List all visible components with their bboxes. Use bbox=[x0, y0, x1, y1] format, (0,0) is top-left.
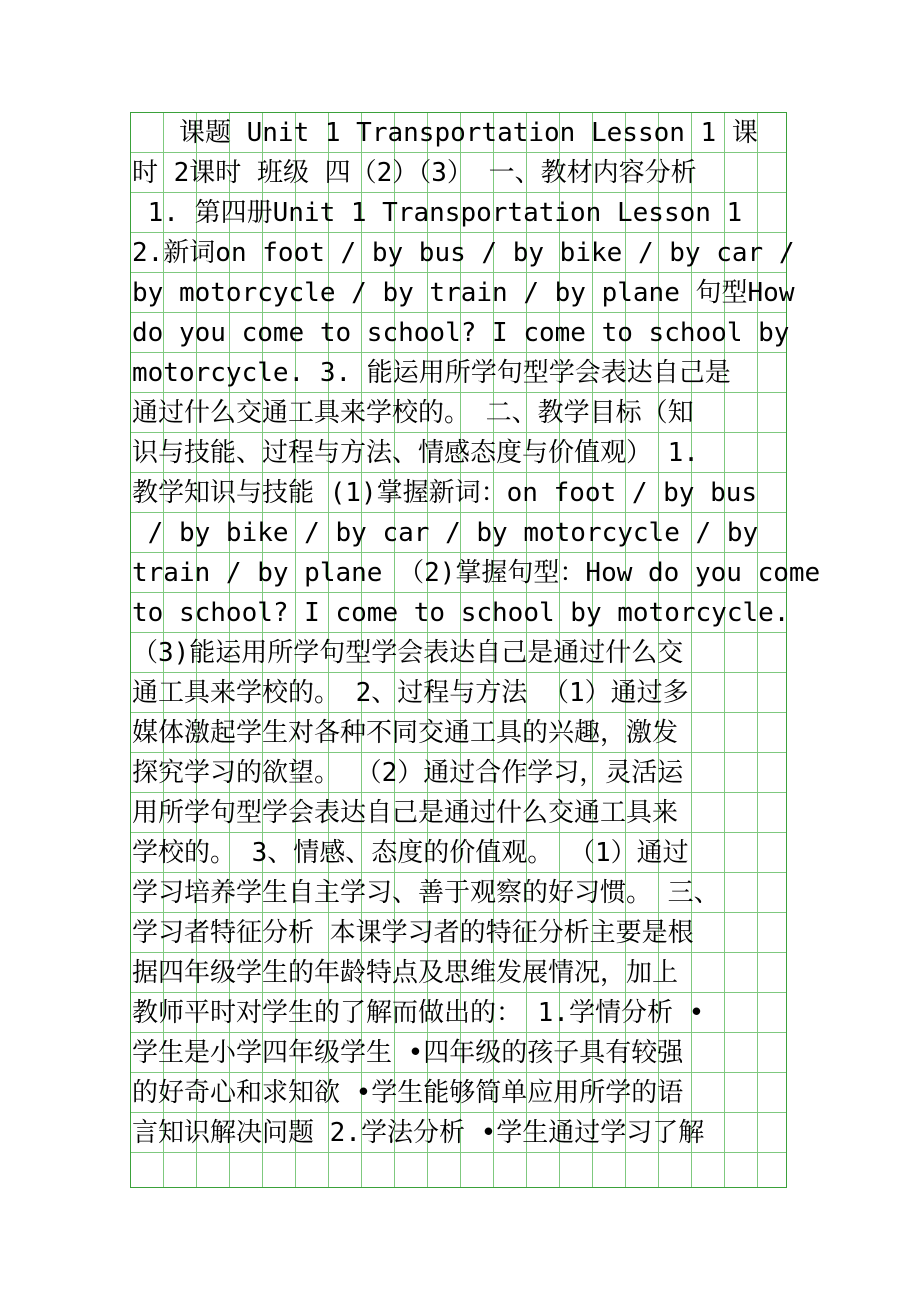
text-line: / by bike / by car / by motorcycle / by bbox=[132, 518, 759, 548]
text-line: 学习者特征分析 本课学习者的特征分析主要是根 bbox=[132, 918, 694, 948]
text-line: do you come to school? I come to school by bbox=[132, 318, 790, 348]
text-line: 通过什么交通工具来学校的。 二、教学目标（知 bbox=[132, 398, 694, 428]
text-line: motorcycle. 3. 能运用所学句型学会表达自己是 bbox=[132, 358, 731, 388]
text-line: （3)能运用所学句型学会表达自己是通过什么交 bbox=[132, 638, 684, 668]
text-line: 教师平时对学生的了解而做出的： 1.学情分析 • bbox=[132, 998, 705, 1028]
text-line: 的好奇心和求知欲 •学生能够简单应用所学的语 bbox=[132, 1078, 684, 1108]
text-line: 言知识解决问题 2.学法分析 •学生通过学习了解 bbox=[132, 1118, 705, 1148]
text-line: 2.新词on foot / by bus / by bike / by car / bbox=[132, 238, 795, 268]
text-line: 时 2课时 班级 四（2）（3） 一、教材内容分析 bbox=[132, 158, 697, 188]
text-line: 识与技能、过程与方法、情感态度与价值观） 1. bbox=[132, 438, 699, 468]
text-line: 课题 Unit 1 Transportation Lesson 1 课 bbox=[132, 118, 758, 148]
text-line: 学生是小学四年级学生 •四年级的孩子具有较强 bbox=[132, 1038, 684, 1068]
text-line: 教学知识与技能 (1)掌握新词：on foot / by bus bbox=[132, 478, 758, 508]
text-line: 学习培养学生自主学习、善于观察的好习惯。 三、 bbox=[132, 878, 720, 908]
text-line: 用所学句型学会表达自己是通过什么交通工具来 bbox=[132, 798, 679, 828]
text-line: by motorcycle / by train / by plane 句型How bbox=[132, 278, 795, 308]
text-line: 媒体激起学生对各种不同交通工具的兴趣，激发 bbox=[132, 718, 679, 748]
text-line: 探究学习的欲望。 （2）通过合作学习，灵活运 bbox=[132, 758, 684, 788]
text-line: to school? I come to school by motorcycle. bbox=[132, 598, 790, 628]
text-line: 1. 第四册Unit 1 Transportation Lesson 1 bbox=[132, 198, 743, 228]
text-line: 学校的。 3、情感、态度的价值观。 （1）通过 bbox=[132, 838, 689, 868]
text-line: 据四年级学生的年龄特点及思维发展情况，加上 bbox=[132, 958, 679, 988]
text-line: train / by plane （2)掌握句型：How do you come bbox=[132, 558, 821, 588]
text-line: 通工具来学校的。 2、过程与方法 （1）通过多 bbox=[132, 678, 689, 708]
